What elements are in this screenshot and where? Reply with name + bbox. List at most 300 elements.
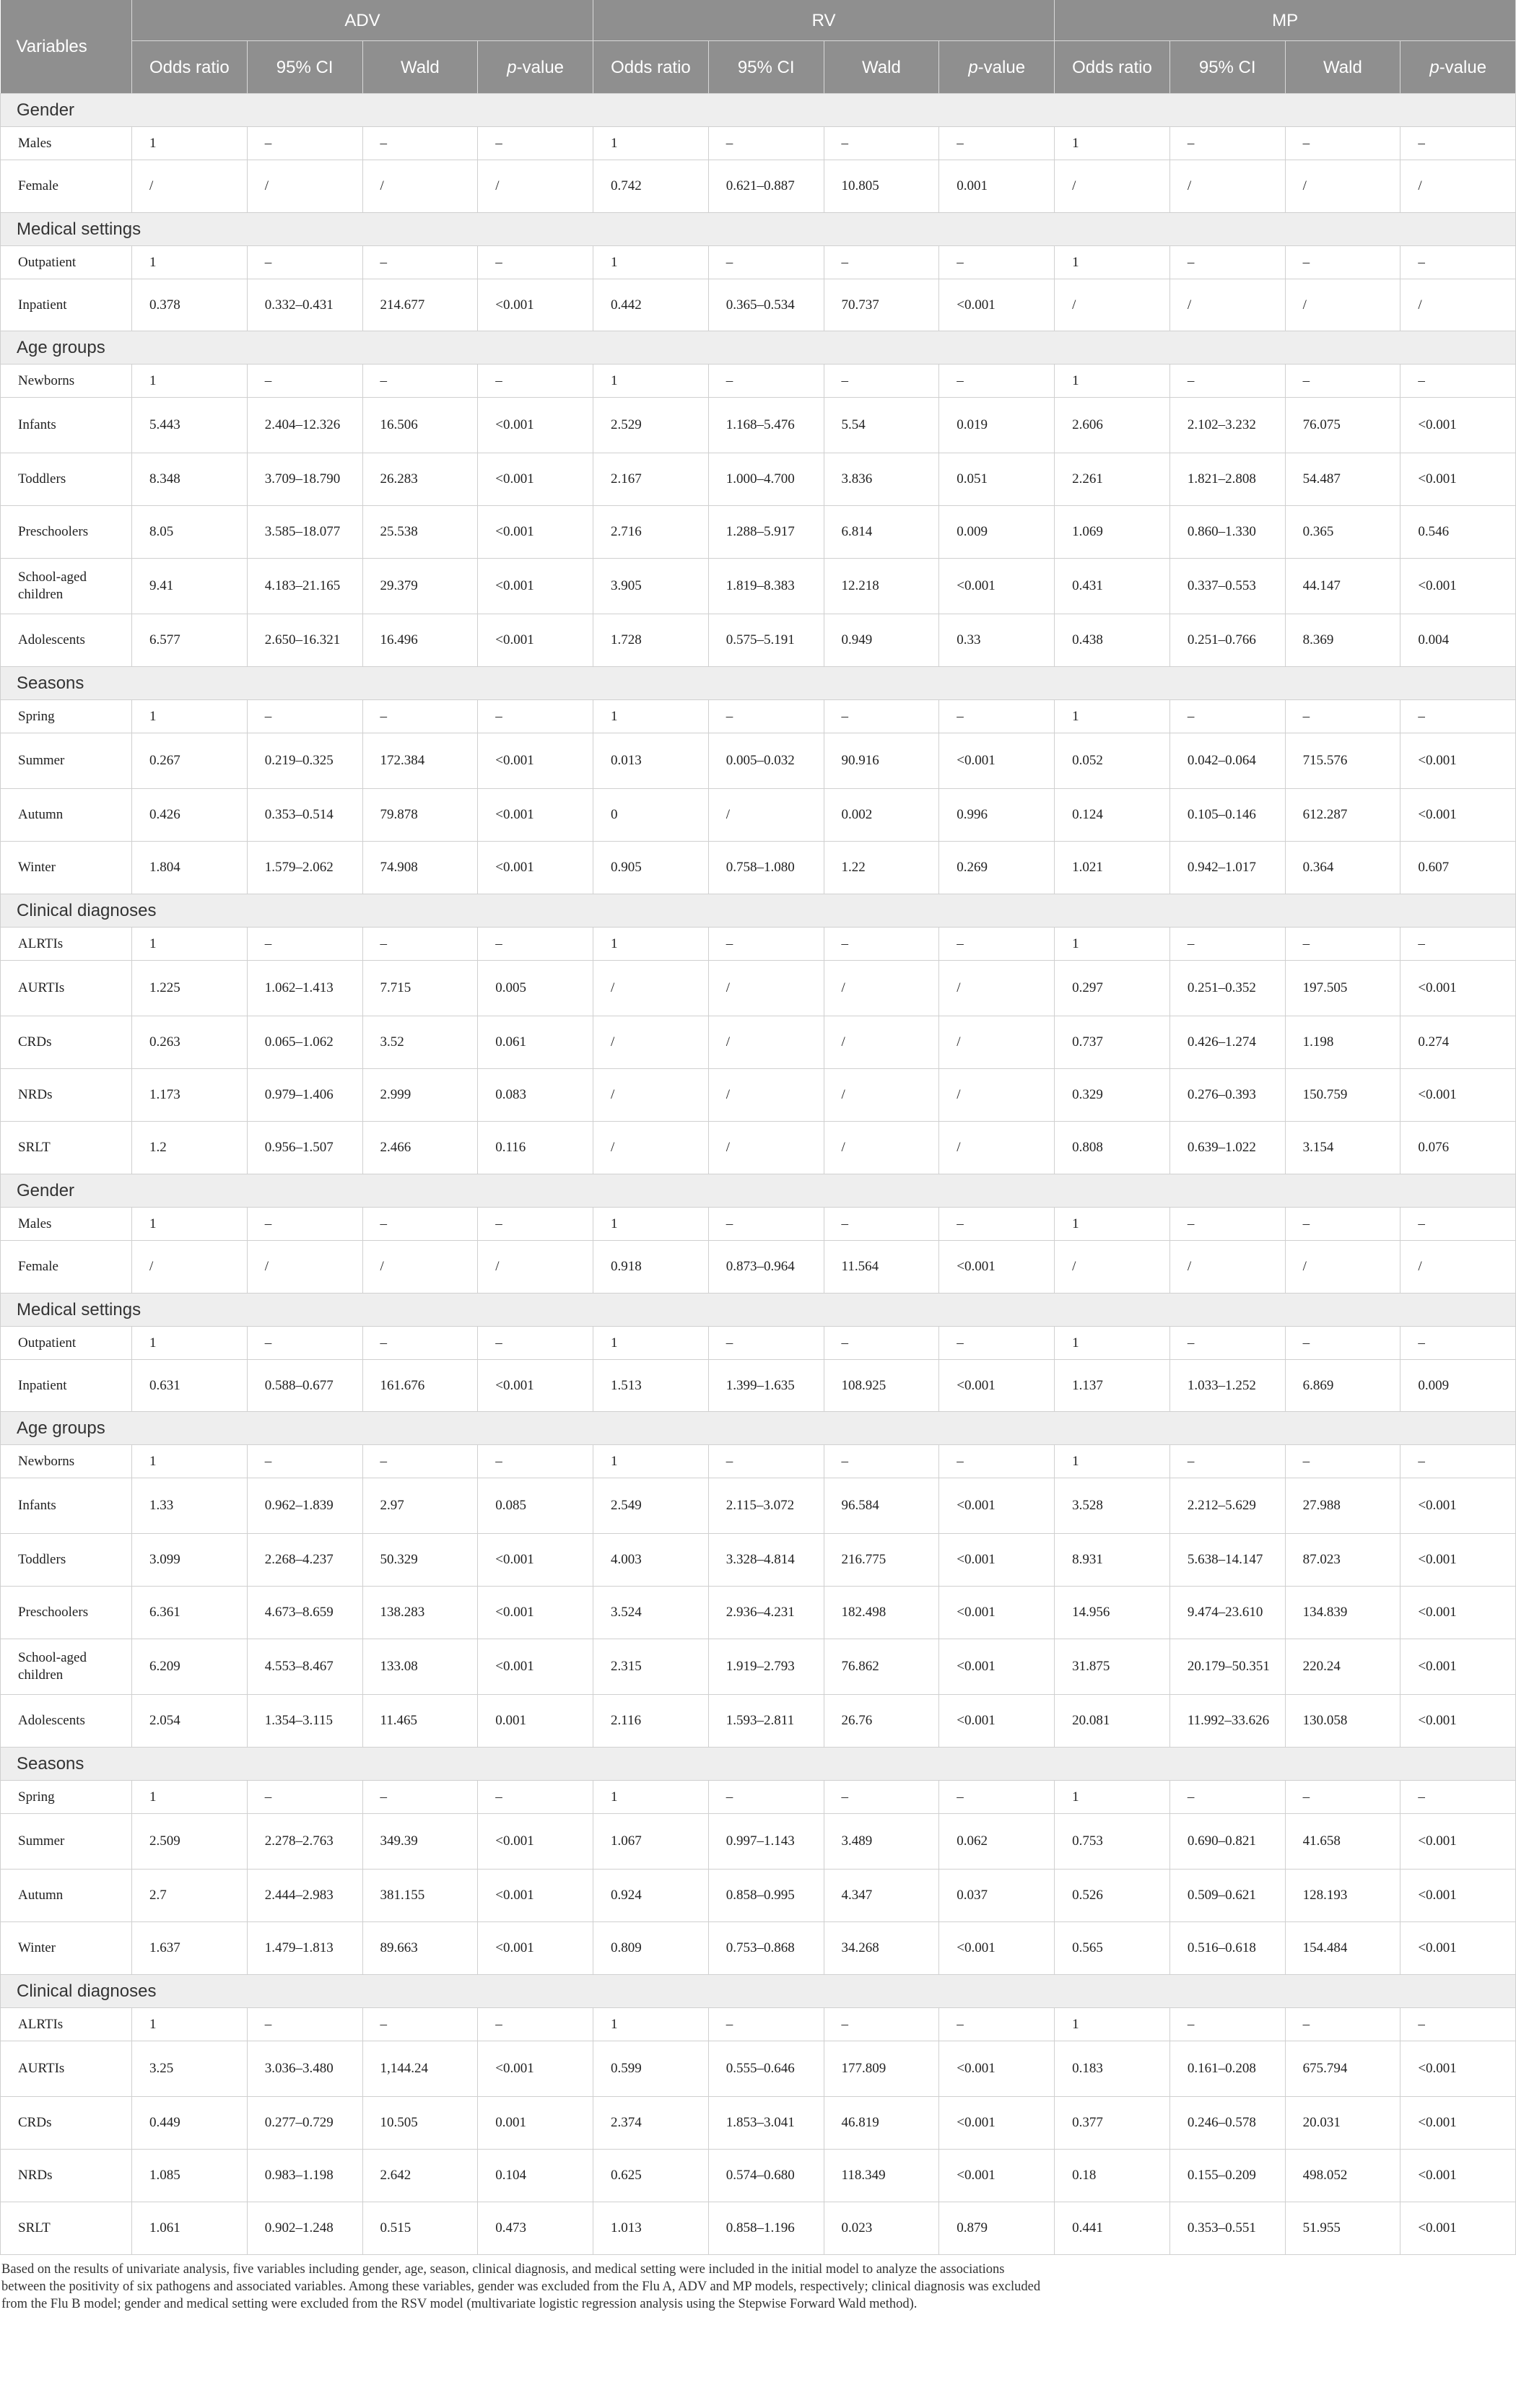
table-cell: <0.001 xyxy=(939,1587,1055,1639)
section-title: Medical settings xyxy=(1,213,1516,246)
table-cell: 2.97 xyxy=(362,1478,478,1534)
table-cell: 0.431 xyxy=(1055,559,1170,614)
table-cell: 3.489 xyxy=(824,1814,939,1870)
section-title: Gender xyxy=(1,94,1516,127)
table-cell: 0.062 xyxy=(939,1814,1055,1870)
table-cell: – xyxy=(247,127,362,160)
table-cell: – xyxy=(1285,1445,1400,1478)
table-cell: 0.949 xyxy=(824,614,939,667)
table-cell: <0.001 xyxy=(939,559,1055,614)
row-label: Preschoolers xyxy=(1,1587,132,1639)
table-cell: 2.936–4.231 xyxy=(708,1587,824,1639)
table-cell: – xyxy=(1169,127,1285,160)
table-cell: 172.384 xyxy=(362,733,478,789)
table-cell: – xyxy=(824,127,939,160)
table-cell: 1 xyxy=(1055,246,1170,279)
table-cell: 0.085 xyxy=(478,1478,593,1534)
variables-header: Variables xyxy=(1,0,132,94)
table-cell: – xyxy=(708,928,824,961)
table-cell: 0.276–0.393 xyxy=(1169,1069,1285,1122)
table-cell: – xyxy=(1285,700,1400,733)
table-cell: 0.509–0.621 xyxy=(1169,1870,1285,1922)
table-cell: 2.054 xyxy=(132,1695,248,1748)
table-cell: 3.328–4.814 xyxy=(708,1534,824,1587)
table-cell: – xyxy=(939,1445,1055,1478)
table-cell: 0.364 xyxy=(1285,842,1400,894)
table-cell: 0.639–1.022 xyxy=(1169,1122,1285,1174)
table-cell: <0.001 xyxy=(1400,398,1516,453)
table-cell: 1.021 xyxy=(1055,842,1170,894)
table-cell: <0.001 xyxy=(939,1695,1055,1748)
table-cell: / xyxy=(708,1016,824,1069)
table-row xyxy=(1,1016,1516,1069)
table-row xyxy=(1,1870,1516,1922)
table-cell: 0.438 xyxy=(1055,614,1170,667)
row-label: CRDs xyxy=(1,2097,132,2150)
table-cell: <0.001 xyxy=(939,1241,1055,1294)
table-cell: 1.513 xyxy=(593,1360,709,1412)
row-label: Inpatient xyxy=(1,1360,132,1412)
table-cell: <0.001 xyxy=(1400,733,1516,789)
table-cell: / xyxy=(939,961,1055,1016)
table-cell: 1 xyxy=(132,1781,248,1814)
table-cell: 27.988 xyxy=(1285,1478,1400,1534)
table-cell: 0.473 xyxy=(478,2202,593,2255)
table-cell: – xyxy=(362,246,478,279)
table-cell: 0.621–0.887 xyxy=(708,160,824,213)
table-cell: / xyxy=(362,160,478,213)
table-cell: 1 xyxy=(1055,1445,1170,1478)
table-cell: 2.115–3.072 xyxy=(708,1478,824,1534)
row-label: ALRTIs xyxy=(1,2008,132,2041)
table-row xyxy=(1,246,1516,279)
table-cell: 0.742 xyxy=(593,160,709,213)
row-label: Summer xyxy=(1,733,132,789)
table-cell: 44.147 xyxy=(1285,559,1400,614)
table-cell: 1.013 xyxy=(593,2202,709,2255)
table-cell: 0.251–0.352 xyxy=(1169,961,1285,1016)
section-row-age-groups xyxy=(1,1412,1516,1445)
table-cell: / xyxy=(824,961,939,1016)
table-cell: 0.365–0.534 xyxy=(708,279,824,331)
table-cell: <0.001 xyxy=(1400,2202,1516,2255)
table-cell: 1.2 xyxy=(132,1122,248,1174)
table-cell: 1.479–1.813 xyxy=(247,1922,362,1975)
row-label: Toddlers xyxy=(1,453,132,506)
table-row xyxy=(1,1208,1516,1241)
table-cell: – xyxy=(1285,1208,1400,1241)
table-cell: <0.001 xyxy=(1400,789,1516,842)
table-cell: – xyxy=(247,1327,362,1360)
table-cell: 0.426–1.274 xyxy=(1169,1016,1285,1069)
table-cell: – xyxy=(362,1208,478,1241)
table-cell: 10.505 xyxy=(362,2097,478,2150)
table-cell: 1 xyxy=(1055,1781,1170,1814)
row-label: Adolescents xyxy=(1,614,132,667)
table-cell: – xyxy=(1169,700,1285,733)
table-header xyxy=(1,0,1516,94)
table-cell: – xyxy=(1169,1445,1285,1478)
table-cell: 6.577 xyxy=(132,614,248,667)
table-cell: – xyxy=(1285,246,1400,279)
table-cell: – xyxy=(708,1445,824,1478)
table-cell: 612.287 xyxy=(1285,789,1400,842)
table-cell: 1 xyxy=(593,928,709,961)
table-row xyxy=(1,700,1516,733)
table-cell: 1.198 xyxy=(1285,1016,1400,1069)
table-row xyxy=(1,506,1516,559)
table-cell: 2.999 xyxy=(362,1069,478,1122)
section-row-seasons xyxy=(1,667,1516,700)
table-cell: – xyxy=(1169,1208,1285,1241)
row-label: NRDs xyxy=(1,1069,132,1122)
row-label: Autumn xyxy=(1,1870,132,1922)
table-cell: 0.037 xyxy=(939,1870,1055,1922)
column-header-rv-95-ci: 95% CI xyxy=(708,41,824,94)
table-cell: 134.839 xyxy=(1285,1587,1400,1639)
table-cell: 0.377 xyxy=(1055,2097,1170,2150)
row-label: Outpatient xyxy=(1,246,132,279)
table-cell: / xyxy=(939,1122,1055,1174)
table-cell: 3.905 xyxy=(593,559,709,614)
table-cell: 90.916 xyxy=(824,733,939,789)
column-header-adv-95-ci: 95% CI xyxy=(247,41,362,94)
table-cell: 0.065–1.062 xyxy=(247,1016,362,1069)
table-cell: 675.794 xyxy=(1285,2041,1400,2097)
table-cell: 1.033–1.252 xyxy=(1169,1360,1285,1412)
table-cell: 1.067 xyxy=(593,1814,709,1870)
section-title: Medical settings xyxy=(1,1294,1516,1327)
table-cell: 1 xyxy=(593,1781,709,1814)
table-cell: – xyxy=(939,127,1055,160)
table-cell: 0.690–0.821 xyxy=(1169,1814,1285,1870)
table-cell: <0.001 xyxy=(478,2041,593,2097)
table-cell: 1 xyxy=(593,1208,709,1241)
row-label: Newborns xyxy=(1,1445,132,1478)
table-cell: 0.753–0.868 xyxy=(708,1922,824,1975)
table-cell: 89.663 xyxy=(362,1922,478,1975)
table-cell: 0.124 xyxy=(1055,789,1170,842)
table-cell: – xyxy=(1400,127,1516,160)
table-cell: – xyxy=(1400,2008,1516,2041)
table-cell: 5.54 xyxy=(824,398,939,453)
table-cell: 0.013 xyxy=(593,733,709,789)
table-cell: 0.996 xyxy=(939,789,1055,842)
table-cell: 1 xyxy=(1055,1327,1170,1360)
column-header-mp-odds-ratio: Odds ratio xyxy=(1055,41,1170,94)
table-cell: 0.575–5.191 xyxy=(708,614,824,667)
table-cell: 0.277–0.729 xyxy=(247,2097,362,2150)
section-title: Clinical diagnoses xyxy=(1,894,1516,928)
table-cell: 0.083 xyxy=(478,1069,593,1122)
table-cell: <0.001 xyxy=(939,2041,1055,2097)
table-cell: 3.585–18.077 xyxy=(247,506,362,559)
table-cell: / xyxy=(132,160,248,213)
table-cell: 161.676 xyxy=(362,1360,478,1412)
column-header-rv-odds-ratio: Odds ratio xyxy=(593,41,709,94)
table-cell: 1 xyxy=(1055,365,1170,398)
table-cell: 2.716 xyxy=(593,506,709,559)
table-cell: 130.058 xyxy=(1285,1695,1400,1748)
table-cell: 2.212–5.629 xyxy=(1169,1478,1285,1534)
table-cell: 0.449 xyxy=(132,2097,248,2150)
table-cell: / xyxy=(1055,160,1170,213)
table-row xyxy=(1,1922,1516,1975)
section-title: Clinical diagnoses xyxy=(1,1975,1516,2008)
table-cell: 0.599 xyxy=(593,2041,709,2097)
table-cell: / xyxy=(708,789,824,842)
row-label: SRLT xyxy=(1,2202,132,2255)
table-row xyxy=(1,733,1516,789)
table-cell: 0.902–1.248 xyxy=(247,2202,362,2255)
table-cell: 2.315 xyxy=(593,1639,709,1695)
table-cell: 50.329 xyxy=(362,1534,478,1587)
table-cell: 6.814 xyxy=(824,506,939,559)
table-cell: 6.869 xyxy=(1285,1360,1400,1412)
table-cell: 0.565 xyxy=(1055,1922,1170,1975)
table-cell: <0.001 xyxy=(478,279,593,331)
table-cell: 1 xyxy=(593,700,709,733)
table-row xyxy=(1,789,1516,842)
table-cell: 0.983–1.198 xyxy=(247,2150,362,2202)
row-label: ALRTIs xyxy=(1,928,132,961)
table-cell: 0.378 xyxy=(132,279,248,331)
table-cell: / xyxy=(824,1016,939,1069)
group-header-adv: ADV xyxy=(132,0,593,41)
table-cell: 349.39 xyxy=(362,1814,478,1870)
table-cell: <0.001 xyxy=(478,398,593,453)
table-cell: / xyxy=(1169,1241,1285,1294)
section-title: Seasons xyxy=(1,1748,1516,1781)
table-cell: 14.956 xyxy=(1055,1587,1170,1639)
table-cell: – xyxy=(708,1208,824,1241)
table-cell: 138.283 xyxy=(362,1587,478,1639)
table-cell: 70.737 xyxy=(824,279,939,331)
table-cell: 2.650–16.321 xyxy=(247,614,362,667)
table-cell: – xyxy=(824,2008,939,2041)
table-row xyxy=(1,127,1516,160)
table-cell: 1 xyxy=(593,365,709,398)
table-cell: 96.584 xyxy=(824,1478,939,1534)
table-cell: – xyxy=(1400,1445,1516,1478)
table-cell: / xyxy=(708,961,824,1016)
table-cell: 2.167 xyxy=(593,453,709,506)
table-cell: 87.023 xyxy=(1285,1534,1400,1587)
column-header-adv-p-value: p-value xyxy=(478,41,593,94)
table-cell: / xyxy=(1055,1241,1170,1294)
table-cell: / xyxy=(593,1016,709,1069)
table-cell: – xyxy=(939,1208,1055,1241)
table-row xyxy=(1,1478,1516,1534)
table-cell: <0.001 xyxy=(478,614,593,667)
table-cell: – xyxy=(247,700,362,733)
table-cell: <0.001 xyxy=(939,1360,1055,1412)
table-row xyxy=(1,614,1516,667)
table-row xyxy=(1,1534,1516,1587)
table-cell: 20.081 xyxy=(1055,1695,1170,1748)
table-cell: 0.809 xyxy=(593,1922,709,1975)
table-cell: 0.009 xyxy=(1400,1360,1516,1412)
table-cell: 1 xyxy=(1055,2008,1170,2041)
column-header-mp-wald: Wald xyxy=(1285,41,1400,94)
table-cell: – xyxy=(1400,365,1516,398)
table-cell: – xyxy=(824,1327,939,1360)
table-row xyxy=(1,1445,1516,1478)
table-cell: 25.538 xyxy=(362,506,478,559)
table-cell: / xyxy=(1169,279,1285,331)
table-cell: 29.379 xyxy=(362,559,478,614)
row-label: Spring xyxy=(1,1781,132,1814)
table-cell: 715.576 xyxy=(1285,733,1400,789)
table-cell: <0.001 xyxy=(939,2097,1055,2150)
table-cell: 16.496 xyxy=(362,614,478,667)
table-cell: 2.374 xyxy=(593,2097,709,2150)
table-cell: 0.116 xyxy=(478,1122,593,1174)
table-cell: <0.001 xyxy=(1400,453,1516,506)
table-cell: – xyxy=(247,928,362,961)
table-cell: 2.268–4.237 xyxy=(247,1534,362,1587)
table-cell: 2.642 xyxy=(362,2150,478,2202)
table-cell: – xyxy=(247,246,362,279)
table-cell: – xyxy=(478,700,593,733)
table-cell: / xyxy=(1400,1241,1516,1294)
table-cell: <0.001 xyxy=(1400,1870,1516,1922)
table-cell: 0.251–0.766 xyxy=(1169,614,1285,667)
table-cell: 3.709–18.790 xyxy=(247,453,362,506)
column-header-rv-p-value: p-value xyxy=(939,41,1055,94)
table-cell: 20.031 xyxy=(1285,2097,1400,2150)
row-label: School-aged children xyxy=(1,559,132,614)
table-cell: – xyxy=(1400,928,1516,961)
table-row xyxy=(1,279,1516,331)
table-cell: – xyxy=(824,1445,939,1478)
table-cell: – xyxy=(1400,1327,1516,1360)
table-cell: 1 xyxy=(593,246,709,279)
row-label: Summer xyxy=(1,1814,132,1870)
table-cell: 0.873–0.964 xyxy=(708,1241,824,1294)
row-label: Winter xyxy=(1,1922,132,1975)
table-cell: 1.637 xyxy=(132,1922,248,1975)
table-cell: 2.102–3.232 xyxy=(1169,398,1285,453)
group-header-mp: MP xyxy=(1055,0,1516,41)
table-cell: 0.052 xyxy=(1055,733,1170,789)
table-cell: – xyxy=(362,1327,478,1360)
table-cell: <0.001 xyxy=(1400,1639,1516,1695)
table-cell: 76.862 xyxy=(824,1639,939,1695)
table-cell: 1.354–3.115 xyxy=(247,1695,362,1748)
section-title: Age groups xyxy=(1,1412,1516,1445)
table-cell: 1.137 xyxy=(1055,1360,1170,1412)
table-cell: 1 xyxy=(593,1445,709,1478)
table-cell: 214.677 xyxy=(362,279,478,331)
table-cell: 0.365 xyxy=(1285,506,1400,559)
table-cell: – xyxy=(708,246,824,279)
table-cell: 182.498 xyxy=(824,1587,939,1639)
table-cell: <0.001 xyxy=(478,1587,593,1639)
table-cell: 5.443 xyxy=(132,398,248,453)
section-row-gender xyxy=(1,1174,1516,1208)
row-label: Toddlers xyxy=(1,1534,132,1587)
table-cell: – xyxy=(1285,2008,1400,2041)
table-cell: 2.261 xyxy=(1055,453,1170,506)
section-title: Seasons xyxy=(1,667,1516,700)
table-cell: / xyxy=(939,1069,1055,1122)
table-cell: 0.353–0.514 xyxy=(247,789,362,842)
table-cell: 1 xyxy=(132,1208,248,1241)
table-row xyxy=(1,1069,1516,1122)
table-row xyxy=(1,1695,1516,1748)
table-row xyxy=(1,928,1516,961)
table-cell: – xyxy=(1400,700,1516,733)
table-cell: 0.269 xyxy=(939,842,1055,894)
table-cell: 0.858–0.995 xyxy=(708,1870,824,1922)
table-cell: – xyxy=(1169,928,1285,961)
table-cell: 8.05 xyxy=(132,506,248,559)
table-cell: 0.758–1.080 xyxy=(708,842,824,894)
table-cell: 0.607 xyxy=(1400,842,1516,894)
table-cell: / xyxy=(1055,279,1170,331)
table-cell: 0.18 xyxy=(1055,2150,1170,2202)
row-label: Autumn xyxy=(1,789,132,842)
table-cell: <0.001 xyxy=(1400,559,1516,614)
table-cell: 0.924 xyxy=(593,1870,709,1922)
table-cell: <0.001 xyxy=(1400,1069,1516,1122)
table-cell: 0.588–0.677 xyxy=(247,1360,362,1412)
column-header-mp-95-ci: 95% CI xyxy=(1169,41,1285,94)
table-cell: <0.001 xyxy=(478,559,593,614)
table-cell: 26.283 xyxy=(362,453,478,506)
table-cell: 3.099 xyxy=(132,1534,248,1587)
table-cell: 3.524 xyxy=(593,1587,709,1639)
table-row xyxy=(1,842,1516,894)
table-cell: / xyxy=(708,1069,824,1122)
row-label: Preschoolers xyxy=(1,506,132,559)
table-cell: <0.001 xyxy=(1400,1478,1516,1534)
table-cell: 1.819–8.383 xyxy=(708,559,824,614)
table-cell: <0.001 xyxy=(1400,2041,1516,2097)
row-label: Inpatient xyxy=(1,279,132,331)
column-header-rv-wald: Wald xyxy=(824,41,939,94)
row-label: AURTIs xyxy=(1,961,132,1016)
table-cell: 1.593–2.811 xyxy=(708,1695,824,1748)
table-cell: – xyxy=(478,1327,593,1360)
table-cell: 1 xyxy=(1055,928,1170,961)
table-cell: 1 xyxy=(132,1327,248,1360)
row-label: NRDs xyxy=(1,2150,132,2202)
row-label: Spring xyxy=(1,700,132,733)
table-cell: 2.7 xyxy=(132,1870,248,1922)
table-cell: – xyxy=(708,127,824,160)
table-cell: 0.004 xyxy=(1400,614,1516,667)
table-cell: – xyxy=(939,1781,1055,1814)
table-cell: – xyxy=(247,1781,362,1814)
table-cell: 0.979–1.406 xyxy=(247,1069,362,1122)
table-cell: 0.263 xyxy=(132,1016,248,1069)
table-cell: 0.516–0.618 xyxy=(1169,1922,1285,1975)
table-cell: 1.33 xyxy=(132,1478,248,1534)
section-title: Age groups xyxy=(1,331,1516,365)
table-cell: 0.918 xyxy=(593,1241,709,1294)
table-cell: 1 xyxy=(132,365,248,398)
table-cell: – xyxy=(824,246,939,279)
table-cell: / xyxy=(132,1241,248,1294)
column-subheaders xyxy=(1,41,1516,94)
table-cell: <0.001 xyxy=(1400,961,1516,1016)
table-cell: 1.579–2.062 xyxy=(247,842,362,894)
table-cell: 1.069 xyxy=(1055,506,1170,559)
table-cell: 0.353–0.551 xyxy=(1169,2202,1285,2255)
table-cell: – xyxy=(478,928,593,961)
